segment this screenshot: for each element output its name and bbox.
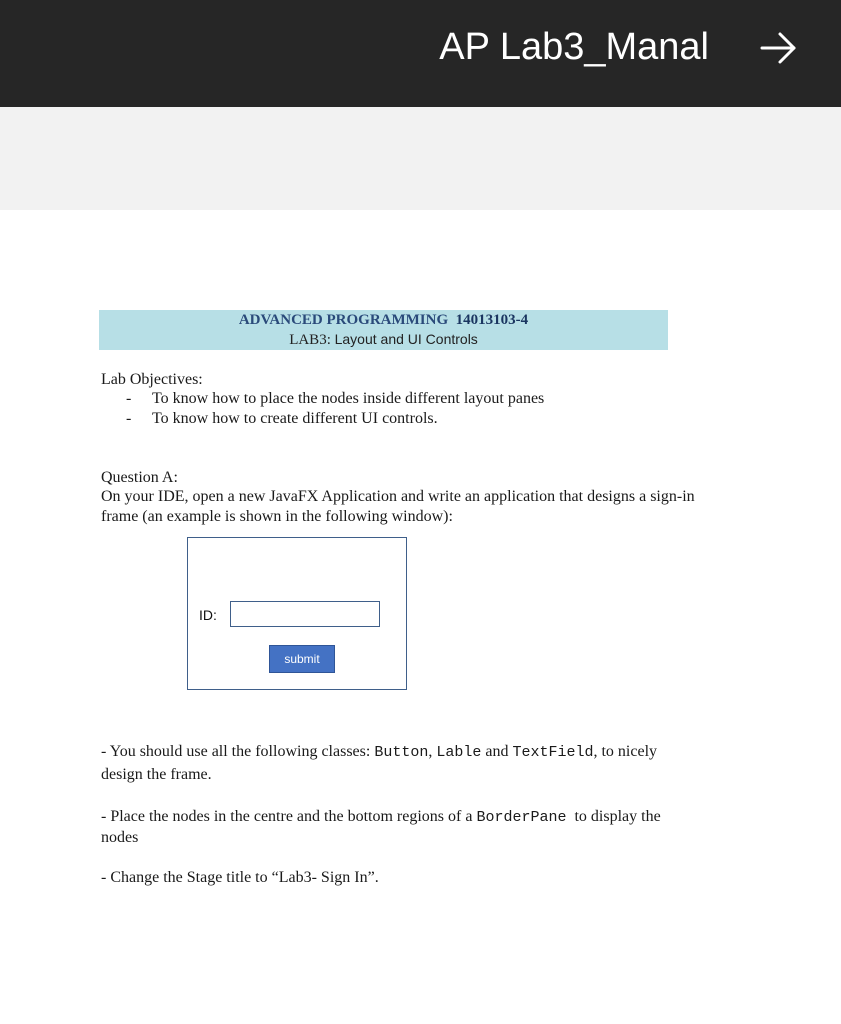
instruction-text: , to nicely bbox=[593, 743, 658, 760]
course-name: ADVANCED PROGRAMMING bbox=[238, 312, 449, 328]
course-code: 14013103-4 bbox=[455, 312, 529, 328]
arrow-right-icon[interactable] bbox=[757, 26, 801, 70]
objective-item: To know how to create different UI controls. bbox=[152, 410, 438, 427]
code-textfield: TextField bbox=[512, 744, 594, 761]
bullet-dash: - bbox=[126, 390, 132, 407]
bullet-dash: - bbox=[126, 410, 132, 427]
document-title: AP Lab3_Manal bbox=[439, 26, 709, 68]
objective-item: To know how to place the nodes inside different layout panes bbox=[152, 390, 545, 407]
instruction-text: and bbox=[481, 743, 513, 760]
code-lable: Lable bbox=[436, 744, 482, 761]
instruction-text: , bbox=[428, 743, 437, 760]
id-input[interactable] bbox=[230, 601, 380, 627]
instruction-text: to display the bbox=[566, 808, 661, 825]
lab-title: Layout and UI Controls bbox=[334, 331, 478, 347]
question-text: On your IDE, open a new JavaFX Application and write an application that designs a sign-in bbox=[101, 488, 695, 505]
submit-button[interactable]: submit bbox=[269, 645, 335, 673]
instruction-classes bbox=[101, 743, 657, 761]
code-button: Button bbox=[374, 744, 429, 761]
lab-header bbox=[99, 310, 668, 350]
lab-subtitle bbox=[99, 331, 668, 349]
objectives-heading: Lab Objectives: bbox=[101, 371, 203, 388]
document-toolbar bbox=[0, 0, 841, 107]
course-title bbox=[99, 312, 668, 329]
instruction-text: - Place the nodes in the centre and the bottom regions of a bbox=[101, 808, 477, 825]
example-signin-window bbox=[187, 537, 407, 690]
question-text: frame (an example is shown in the following window): bbox=[101, 508, 453, 525]
lab-prefix: LAB3: bbox=[289, 332, 331, 348]
page-gap bbox=[0, 107, 841, 210]
instruction-text: design the frame. bbox=[101, 766, 212, 783]
id-label: ID: bbox=[199, 607, 217, 623]
instruction-text: - You should use all the following classes: bbox=[101, 743, 375, 760]
question-heading: Question A: bbox=[101, 469, 178, 486]
instruction-stage-title: - Change the Stage title to “Lab3- Sign In”. bbox=[101, 869, 379, 886]
instruction-text: nodes bbox=[101, 829, 139, 846]
instruction-borderpane bbox=[101, 808, 661, 826]
code-borderpane: BorderPane bbox=[476, 809, 567, 826]
